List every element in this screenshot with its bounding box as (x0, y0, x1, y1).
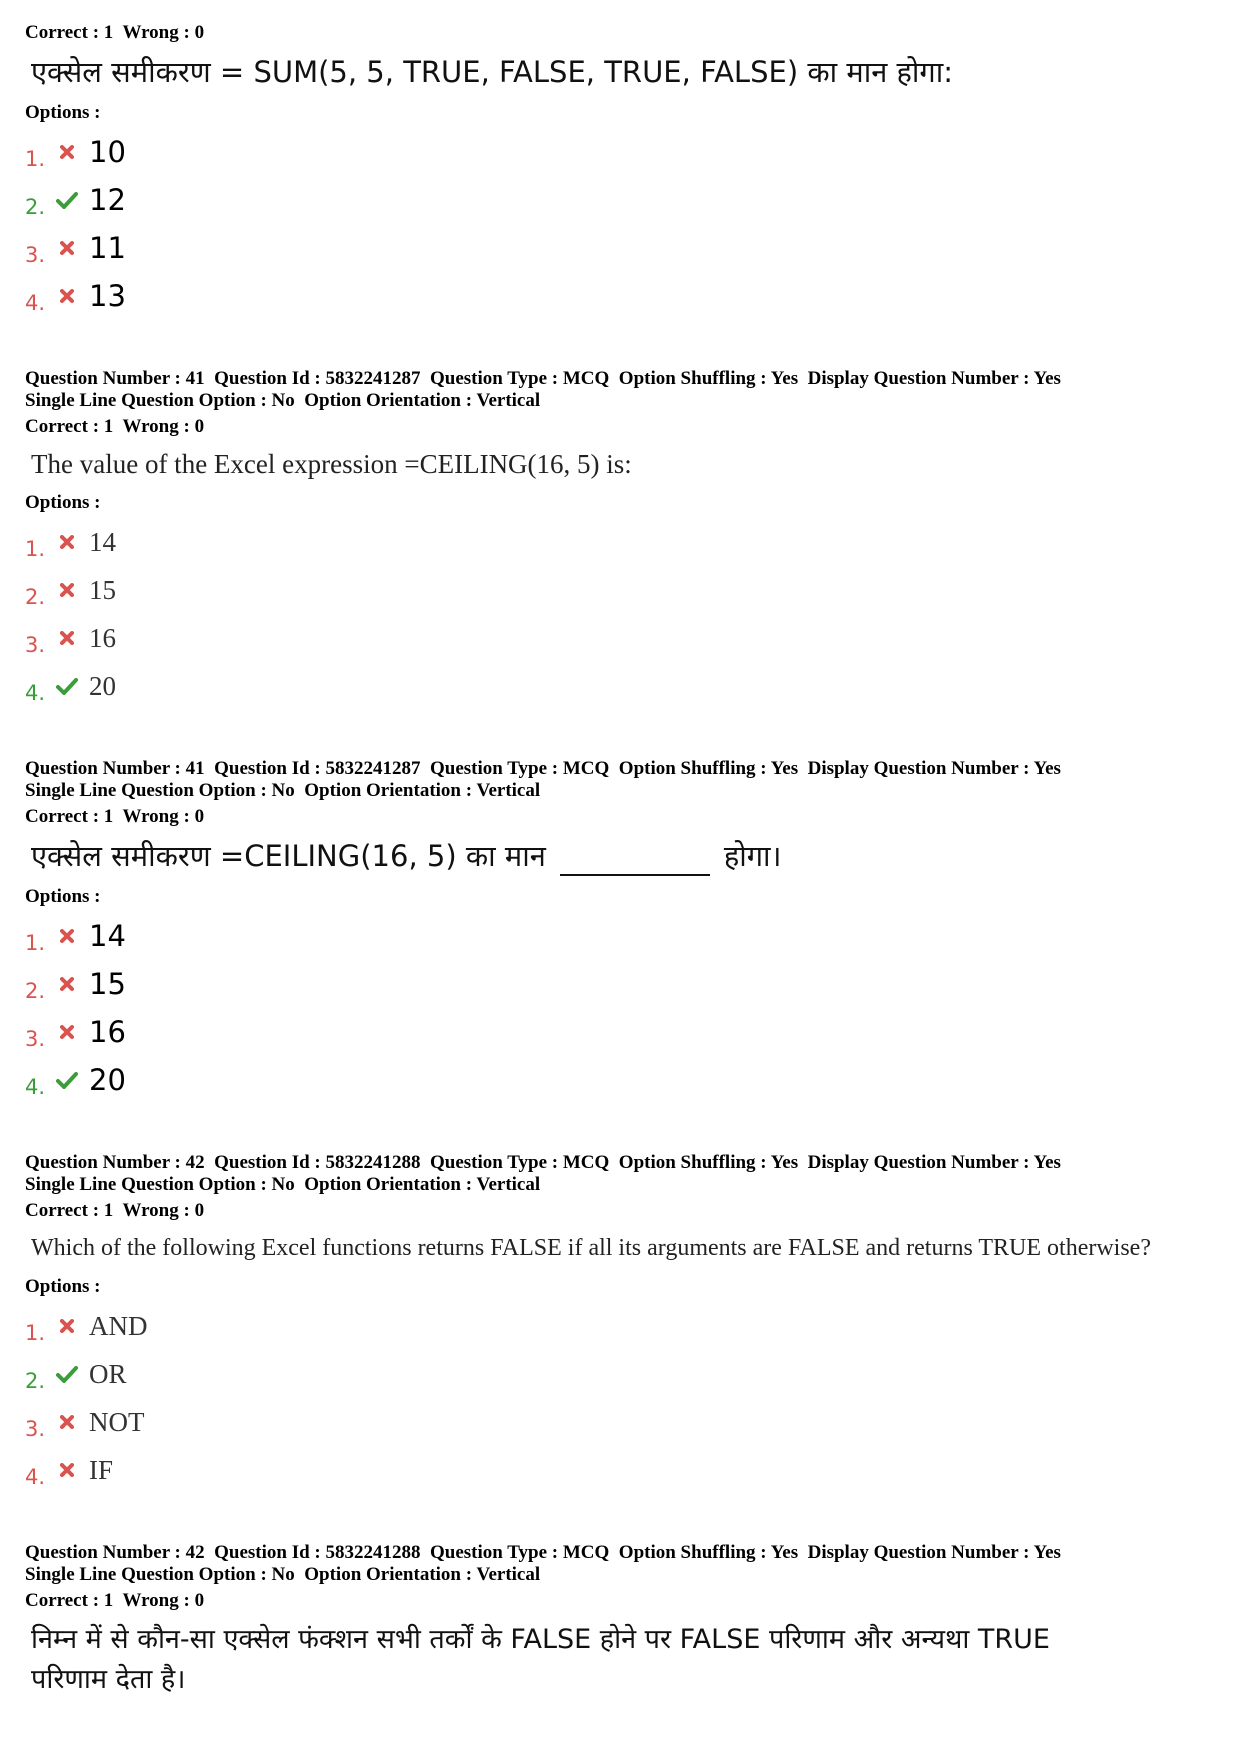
option-text: 13 (89, 279, 126, 313)
options-label: Options : (25, 1276, 101, 1297)
wrong-count: Wrong : 0 (122, 416, 205, 437)
option-text: 10 (89, 135, 126, 169)
option-text: OR (89, 1358, 127, 1389)
question-meta-line: Single Line Question Option : No Option Orientation : Vertical (25, 390, 541, 411)
options-label: Options : (25, 102, 101, 123)
cross-icon (51, 977, 83, 991)
option-item (25, 1056, 1225, 1104)
question-meta-line: Question Number : 42 Question Id : 5832241288 Question Type : MCQ Option Shuffling : Yes Display Question Number : Yes (25, 1542, 1061, 1563)
question-text-part: होगा। (723, 839, 782, 873)
options-label: Options : (25, 886, 101, 907)
question-text (31, 836, 1225, 876)
question-text-line: निम्न में से कौन-सा एक्सेल फंक्शन सभी तर्कों के FALSE होने पर FALSE परिणाम और अन्यथा TRUE (31, 1624, 1050, 1655)
option-number: 1. (25, 537, 46, 561)
option-number: 4. (25, 291, 46, 315)
question-block (25, 758, 1225, 1104)
question-meta-line: Question Number : 41 Question Id : 5832241287 Question Type : MCQ Option Shuffling : Yes Display Question Number : Yes (25, 758, 1061, 779)
option-text: NOT (89, 1406, 145, 1437)
correct-count: Correct : 1 (25, 1200, 114, 1221)
correct-count: Correct : 1 (25, 1590, 114, 1611)
check-icon (51, 677, 83, 695)
question-block (25, 1152, 1225, 1494)
option-text: 20 (89, 1063, 126, 1097)
option-text: IF (89, 1454, 114, 1485)
correct-count: Correct : 1 (25, 806, 114, 827)
options-list (25, 1302, 1225, 1494)
question-text: The value of the Excel expression =CEILING(16, 5) is: (31, 449, 632, 479)
cross-icon (51, 289, 83, 303)
option-number: 3. (25, 243, 46, 267)
question-meta-line: Question Number : 41 Question Id : 5832241287 Question Type : MCQ Option Shuffling : Yes Display Question Number : Yes (25, 368, 1061, 389)
option-item (25, 1446, 1225, 1494)
option-number: 1. (25, 931, 46, 955)
cross-icon (51, 241, 83, 255)
options-label: Options : (25, 492, 101, 513)
option-item (25, 614, 1225, 662)
option-item (25, 176, 1225, 224)
question-text (31, 1620, 1225, 1700)
option-number: 2. (25, 1369, 46, 1393)
question-block (25, 368, 1225, 710)
question-block (25, 1542, 1225, 1700)
question-text-line: परिणाम देता है। (31, 1664, 186, 1695)
cross-icon (51, 1463, 83, 1477)
fill-blank (560, 846, 710, 876)
option-text: 15 (89, 574, 116, 605)
cross-icon (51, 1415, 83, 1429)
option-number: 4. (25, 681, 46, 705)
cross-icon (51, 631, 83, 645)
question-paper (25, 22, 1225, 1710)
question-text: एक्सेल समीकरण = SUM(5, 5, TRUE, FALSE, TRUE, FALSE) का मान होगा: (31, 55, 954, 89)
option-number: 2. (25, 195, 46, 219)
option-number: 4. (25, 1075, 46, 1099)
cross-icon (51, 1319, 83, 1333)
wrong-count: Wrong : 0 (122, 1590, 205, 1611)
option-item (25, 518, 1225, 566)
option-item (25, 566, 1225, 614)
question-text-part: एक्सेल समीकरण =CEILING(16, 5) का मान (31, 839, 546, 873)
cross-icon (51, 535, 83, 549)
option-number: 3. (25, 1417, 46, 1441)
wrong-count: Wrong : 0 (122, 22, 205, 43)
option-item (25, 912, 1225, 960)
options-list (25, 128, 1225, 320)
option-item (25, 960, 1225, 1008)
question-block (25, 22, 1225, 320)
option-number: 1. (25, 147, 46, 171)
option-text: 15 (89, 967, 126, 1001)
option-number: 3. (25, 1027, 46, 1051)
option-text: 11 (89, 231, 126, 265)
option-text: 14 (89, 919, 126, 953)
correct-wrong-line (25, 416, 1225, 438)
option-number: 3. (25, 633, 46, 657)
option-number: 2. (25, 979, 46, 1003)
option-number: 1. (25, 1321, 46, 1345)
option-item (25, 128, 1225, 176)
cross-icon (51, 1025, 83, 1039)
option-item (25, 1398, 1225, 1446)
option-text: 14 (89, 526, 116, 557)
options-list (25, 912, 1225, 1104)
option-text: AND (89, 1310, 148, 1341)
check-icon (51, 1071, 83, 1089)
option-item (25, 272, 1225, 320)
correct-count: Correct : 1 (25, 22, 114, 43)
correct-wrong-line (25, 22, 1225, 44)
option-item (25, 1302, 1225, 1350)
options-list (25, 518, 1225, 710)
option-item (25, 1008, 1225, 1056)
cross-icon (51, 583, 83, 597)
question-meta-line: Single Line Question Option : No Option Orientation : Vertical (25, 1564, 541, 1585)
option-number: 2. (25, 585, 46, 609)
correct-wrong-line (25, 1200, 1225, 1222)
option-text: 16 (89, 622, 116, 653)
option-text: 16 (89, 1015, 126, 1049)
correct-wrong-line (25, 806, 1225, 828)
check-icon (51, 1365, 83, 1383)
check-icon (51, 191, 83, 209)
option-number: 4. (25, 1465, 46, 1489)
cross-icon (51, 145, 83, 159)
option-text: 12 (89, 183, 126, 217)
wrong-count: Wrong : 0 (122, 1200, 205, 1221)
question-meta-line: Single Line Question Option : No Option Orientation : Vertical (25, 780, 541, 801)
option-item (25, 224, 1225, 272)
wrong-count: Wrong : 0 (122, 806, 205, 827)
question-meta-line: Single Line Question Option : No Option Orientation : Vertical (25, 1174, 541, 1195)
correct-wrong-line (25, 1590, 1225, 1612)
option-item (25, 662, 1225, 710)
cross-icon (51, 929, 83, 943)
option-text: 20 (89, 670, 116, 701)
correct-count: Correct : 1 (25, 416, 114, 437)
question-meta-line: Question Number : 42 Question Id : 5832241288 Question Type : MCQ Option Shuffling : Yes Display Question Number : Yes (25, 1152, 1061, 1173)
option-item (25, 1350, 1225, 1398)
question-text: Which of the following Excel functions returns FALSE if all its arguments are FALSE and returns TRUE otherwise? (31, 1235, 1151, 1261)
